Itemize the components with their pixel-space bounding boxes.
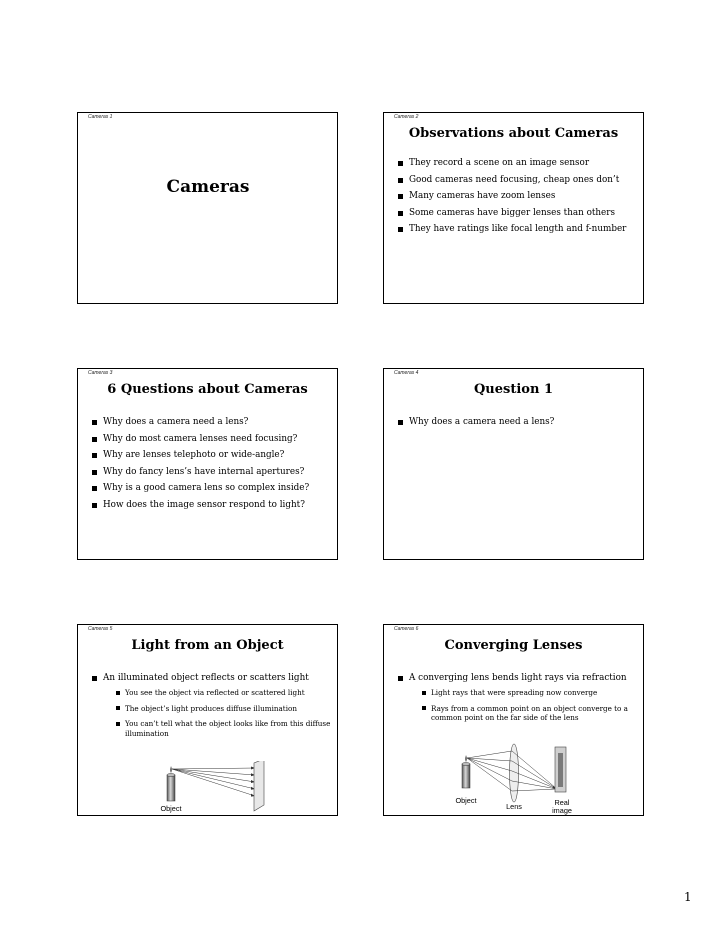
slide-label: Cameras 4	[394, 370, 419, 376]
bullet-text: A converging lens bends light rays via refraction	[409, 673, 627, 683]
bullet-list	[398, 158, 639, 241]
bullet-item: Good cameras need focusing, cheap ones don’t	[398, 175, 639, 186]
bullet-list	[92, 417, 333, 517]
bullet-item: They have ratings like focal length and f-number	[398, 224, 639, 235]
bullet-list	[398, 673, 639, 729]
slide-title: Light from an Object	[131, 638, 284, 653]
sub-bullet-list	[103, 688, 333, 738]
object-cylinder	[462, 755, 470, 788]
sub-bullet-item: The object’s light produces diffuse illumination	[116, 704, 340, 713]
object-label: Object	[160, 804, 182, 813]
light-rays	[172, 768, 255, 796]
slide-3	[77, 368, 338, 560]
real-image-screen	[555, 747, 566, 792]
slide-1	[77, 112, 338, 304]
object-label: Object	[455, 796, 477, 805]
slide-label: Cameras 3	[88, 370, 113, 376]
converging-lens-figure	[452, 741, 582, 815]
bullet-item: Why is a good camera lens so complex inside?	[92, 483, 333, 494]
page-number: 1	[684, 890, 692, 904]
slide-4	[383, 368, 644, 560]
slide-5	[77, 624, 338, 816]
bullet-list	[92, 673, 333, 744]
bullet-item: Why do most camera lenses need focusing?	[92, 434, 333, 445]
light-scatter-figure	[150, 761, 270, 817]
slide-6	[383, 624, 644, 816]
bullet-item: Some cameras have bigger lenses than others	[398, 208, 639, 219]
sub-bullet-item: You can’t tell what the object looks like from this diffuse illumination	[116, 719, 340, 738]
sub-bullet-item: Light rays that were spreading now converge	[422, 688, 636, 697]
bullet-item: Why are lenses telephoto or wide-angle?	[92, 450, 333, 461]
slide-label: Cameras 1	[88, 114, 113, 120]
bullet-item: They record a scene on an image sensor	[398, 158, 639, 169]
bullet-item: Many cameras have zoom lenses	[398, 191, 639, 202]
object-cylinder	[167, 766, 175, 801]
slide-title: Question 1	[473, 382, 553, 397]
slide-title: Converging Lenses	[444, 638, 583, 653]
bullet-item: Why does a camera need a lens?	[398, 417, 639, 428]
slide-label: Cameras 6	[394, 626, 419, 632]
bullet-item	[398, 673, 639, 723]
slide-label: Cameras 5	[88, 626, 113, 632]
slide-title: 6 Questions about Cameras	[107, 382, 308, 397]
bullet-list	[398, 417, 639, 434]
screen	[254, 761, 264, 811]
bullet-text: An illuminated object reflects or scatters light	[103, 673, 309, 683]
sub-bullet-item: You see the object via reflected or scattered light	[116, 688, 340, 697]
real-image-label: Real image	[552, 798, 572, 815]
slide-2	[383, 112, 644, 304]
bullet-item	[92, 673, 333, 738]
lens-label: Lens	[506, 802, 522, 811]
sub-bullet-item: Rays from a common point on an object converge to a common point on the far side of the lens	[422, 704, 636, 723]
slide-title: Cameras	[166, 177, 250, 197]
slide-title: Observations about Cameras	[408, 126, 619, 141]
sub-bullet-list	[409, 688, 639, 722]
bullet-item: Why do fancy lens’s have internal apertures?	[92, 467, 333, 478]
slide-label: Cameras 2	[394, 114, 419, 120]
bullet-item: How does the image sensor respond to light?	[92, 500, 333, 511]
bullet-item: Why does a camera need a lens?	[92, 417, 333, 428]
